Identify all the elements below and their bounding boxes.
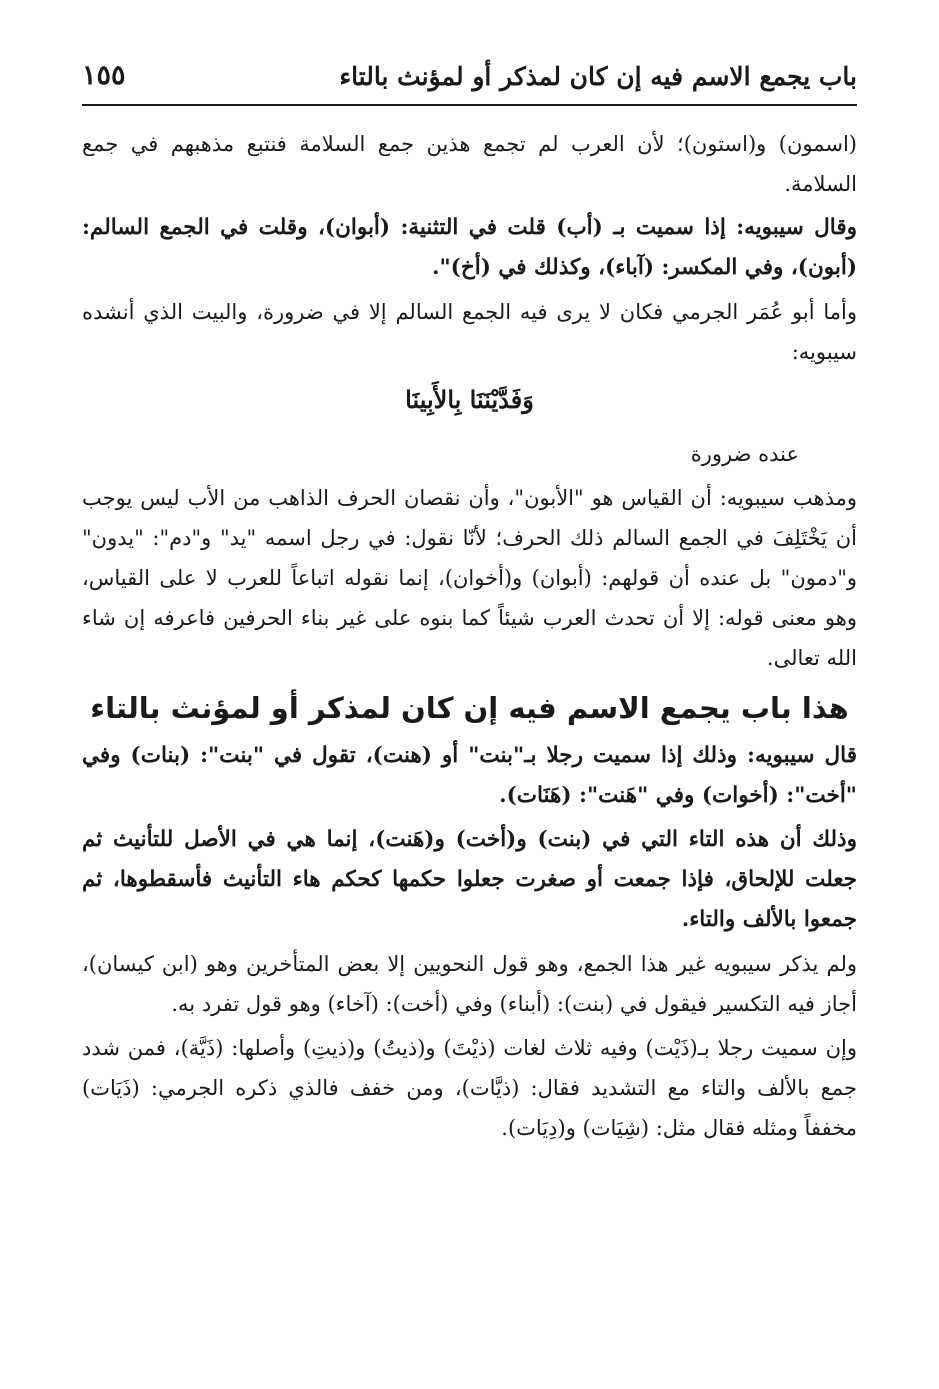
- paragraph: وأما أبو عُمَر الجرمي فكان لا يرى فيه الجمع السالم إلا في ضرورة، والبيت الذي أنشده سيبويه:: [82, 300, 857, 364]
- paragraph: (اسمون) و(استون)؛ لأن العرب لم تجمع هذين جمع السلامة فنتبع مذهبهم في جمع السلامة.: [82, 132, 857, 196]
- paragraph: ولم يذكر سيبويه غير هذا الجمع، وهو قول النحويين إلا بعض المتأخرين وهو (ابن كيسان)، أجاز فيه التكسير فيقول في (بنت): (أبناء) وفي (أخت): (آخاء) وهو قول تفرد به.: [82, 952, 857, 1016]
- page-number: ١٥٥: [82, 60, 126, 91]
- poetry-verse: وَفَدَّيْنَنَا بِالأَبِينَا: [405, 385, 534, 414]
- paragraph: وإن سميت رجلا بـ(ذَيْت) وفيه ثلاث لغات (ذيْتَ) و(ذيتُ) و(ذيتِ) وأصلها: (ذَيَّة)، فمن شدد جمع بالألف والتاء مع التشديد فقال: (ذيَّات)، ومن خفف فالذي ذكره الجرمي: (ذَيَات) مخففاً ومثله فقال مثل: (شِيَات) و(دِيَات).: [82, 1036, 857, 1140]
- paragraph-quote: وذلك أن هذه التاء التي في (بنت) و(أخت) و(هَنت)، إنما هي في الأصل للتأنيث ثم جعلت للإلحاق، فإذا جمعت أو صغرت جعلوا حكمها كحكم هاء التأنيث فأسقطوها، ثم جمعوا بالألف والتاء.: [82, 827, 857, 932]
- paragraph-quote: قال سيبويه: وذلك إذا سميت رجلا بـ"بنت" أو (هنت)، تقول في "بنت": (بنات) وفي "أخت": (أخوات) وفي "هَنت": (هَنَات).: [82, 743, 857, 808]
- verse-note: عنده ضرورة: [690, 442, 799, 466]
- page-header: [82, 58, 857, 106]
- section-heading: هذا باب يجمع الاسم فيه إن كان لمذكر أو لمؤنث بالتاء: [90, 691, 849, 725]
- page-body: [82, 124, 857, 1152]
- running-title: باب يجمع الاسم فيه إن كان لمذكر أو لمؤنث بالتاء: [339, 62, 857, 91]
- paragraph-quote: وقال سيبويه: إذا سميت بـ (أب) قلت في التثنية: (أبوان)، وقلت في الجمع السالم: (أبون)، وفي المكسر: (آباء)، وكذلك في (أخ)".: [82, 215, 857, 280]
- paragraph: ومذهب سيبويه: أن القياس هو "الأبون"، وأن نقصان الحرف الذاهب من الأب ليس يوجب أن يَخْتَلِفَ في الجمع السالم ذلك الحرف؛ لأنّا نقول: في رجل اسمه "يد" و"دم": "يدون" و"دمون" بل عنده أن قولهم: (أبوان) و(أخوان)، إنما نقوله اتباعاً للعرب لا على القياس، وهو معنى قوله: إلا أن تحدث العرب شيئاً كما بنوه على غير بناء الحرفين فاعرفه إن شاء الله تعالى.: [82, 486, 857, 670]
